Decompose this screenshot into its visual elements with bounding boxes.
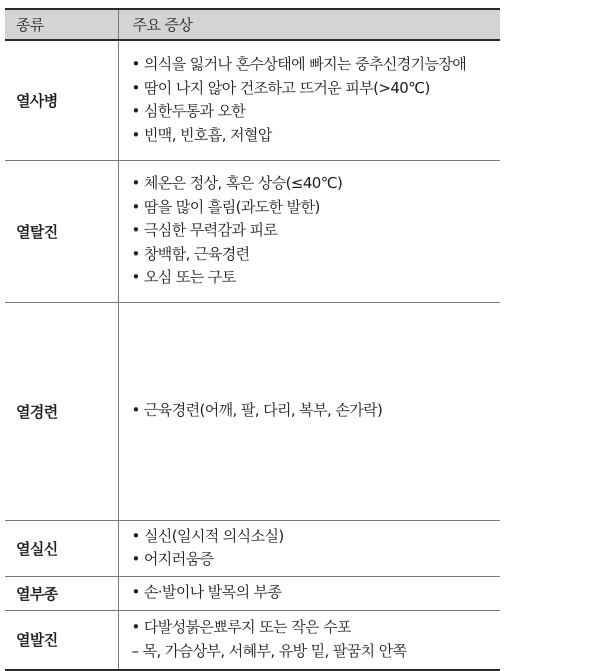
type-cell: 열사병 [5, 40, 118, 160]
symptom-item: • 손·발이나 발목의 부종 [131, 583, 282, 602]
type-cell: 열발진 [5, 610, 118, 670]
symptom-item: • 빈맥, 빈호흡, 저혈압 [131, 125, 272, 144]
table-row-heat-cramps [5, 302, 500, 520]
symptom-item: • 어지러움증 [131, 550, 214, 568]
table-row-heat-syncope [5, 520, 500, 576]
table-row-heat-exhaustion [5, 160, 500, 302]
symptom-item: • 땀이 나지 않아 건조하고 뜨거운 피부(>40℃) [131, 78, 430, 97]
table-row-heat-rash [5, 610, 500, 670]
column-header-type: 종류 [5, 9, 118, 40]
type-cell: 열탈진 [5, 160, 118, 302]
symptom-cell [118, 520, 500, 576]
column-header-symptoms: 주요 증상 [118, 9, 500, 40]
table-header-row [5, 9, 500, 40]
symptom-list [132, 616, 497, 663]
table-row-heat-stroke [5, 40, 500, 160]
symptom-list [132, 399, 497, 423]
table-row-heat-edema [5, 576, 500, 610]
symptom-cell [118, 160, 500, 302]
symptom-cell [118, 302, 500, 520]
symptom-list [132, 53, 497, 147]
symptom-cell [118, 40, 500, 160]
symptom-item: • 창백함, 근육경련 [131, 244, 250, 263]
symptom-item: • 근육경련(어깨, 팔, 다리, 복부, 손가락) [131, 401, 383, 420]
type-cell: 열경련 [5, 302, 118, 520]
symptom-list [132, 525, 497, 572]
symptom-item: • 극심한 무력감과 피로 [131, 221, 278, 240]
symptom-item: • 체온은 정상, 혹은 상승(≤40℃) [131, 174, 343, 193]
symptom-item: • 다발성붉은뾰루지 또는 작은 수포 [131, 618, 351, 637]
symptom-list [132, 172, 497, 290]
symptom-item: • 땀을 많이 흘림(과도한 발한) [131, 197, 320, 216]
type-cell: 열실신 [5, 520, 118, 576]
symptom-cell [118, 576, 500, 610]
symptom-item: – 목, 가슴상부, 서혜부, 유방 밑, 팔꿈치 안쪽 [131, 641, 407, 660]
symptom-list [132, 581, 497, 605]
symptom-item: • 오심 또는 구토 [131, 268, 236, 287]
table-body [5, 40, 500, 670]
symptom-item: • 실신(일시적 의식소실) [131, 526, 284, 545]
table-header [5, 9, 500, 40]
symptom-item: • 심한두통과 오한 [131, 102, 246, 121]
heat-illness-symptom-table [5, 8, 500, 671]
symptom-item: • 의식을 잃거나 혼수상태에 빠지는 중추신경기능장애 [131, 55, 467, 74]
type-cell: 열부종 [5, 576, 118, 610]
symptom-cell [118, 610, 500, 670]
